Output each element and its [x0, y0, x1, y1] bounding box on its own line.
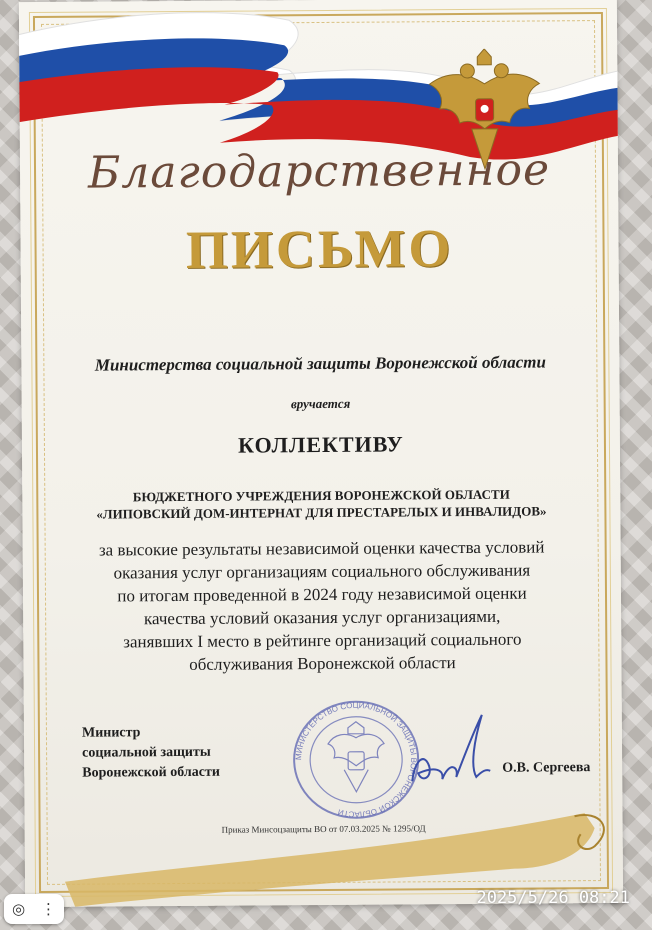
- award-reason-line: оказания услуг организациям социального обслуживания: [113, 560, 531, 583]
- certificate-paper: [19, 0, 623, 907]
- award-reason-line: за высокие результаты независимой оценки качества условий: [98, 537, 545, 560]
- award-reason-line: качества условий оказания услуг организациями,: [143, 606, 501, 629]
- certificate-heading-main: ПИСЬМО: [185, 218, 454, 280]
- stamp-text: МИНИСТЕРСТВО СОЦИАЛЬНОЙ ЗАЩИТЫ ВОРОНЕЖСКОЙ ОБЛАСТИ: [294, 700, 419, 819]
- more-vertical-icon[interactable]: ⋮: [41, 900, 57, 918]
- recipient-main: КОЛЛЕКТИВУ: [238, 431, 404, 458]
- recipient-org-line1: БЮДЖЕТНОГО УЧРЕЖДЕНИЯ ВОРОНЕЖСКОЙ ОБЛАСТИ: [132, 486, 510, 505]
- recipient-org-line2: «ЛИПОВСКИЙ ДОМ-ИНТЕРНАТ ДЛЯ ПРЕСТАРЕЛЫХ И ИНВАЛИДОВ»: [96, 503, 547, 522]
- issuer-text: Министерства социальной защиты Воронежской области: [94, 352, 547, 375]
- scroll-curl-decoration: [19, 0, 623, 907]
- signatory-title-line: Министр: [81, 725, 141, 741]
- photo-timestamp: 2025/5/26 08:21: [476, 888, 630, 908]
- certificate-heading-script: Благодарственное: [87, 144, 551, 199]
- order-reference: Приказ Минсоцзащиты ВО от 07.03.2025 № 1295/ОД: [221, 823, 426, 835]
- image-viewer-toolbar: [4, 894, 64, 924]
- award-reason-line: обслуживания Воронежской области: [189, 653, 456, 674]
- award-reason-line: занявших I место в рейтинге организаций социального: [123, 629, 522, 652]
- awarded-to-label: вручается: [290, 395, 351, 412]
- signatory-title-line: социальной защиты: [82, 744, 211, 761]
- signatory-name: О.В. Сергеева: [502, 760, 591, 776]
- signatory-title-line: Воронежской области: [82, 764, 220, 781]
- award-reason-line: по итогам проведенной в 2024 году независимой оценки: [117, 583, 527, 606]
- lens-icon[interactable]: ◎: [11, 900, 26, 918]
